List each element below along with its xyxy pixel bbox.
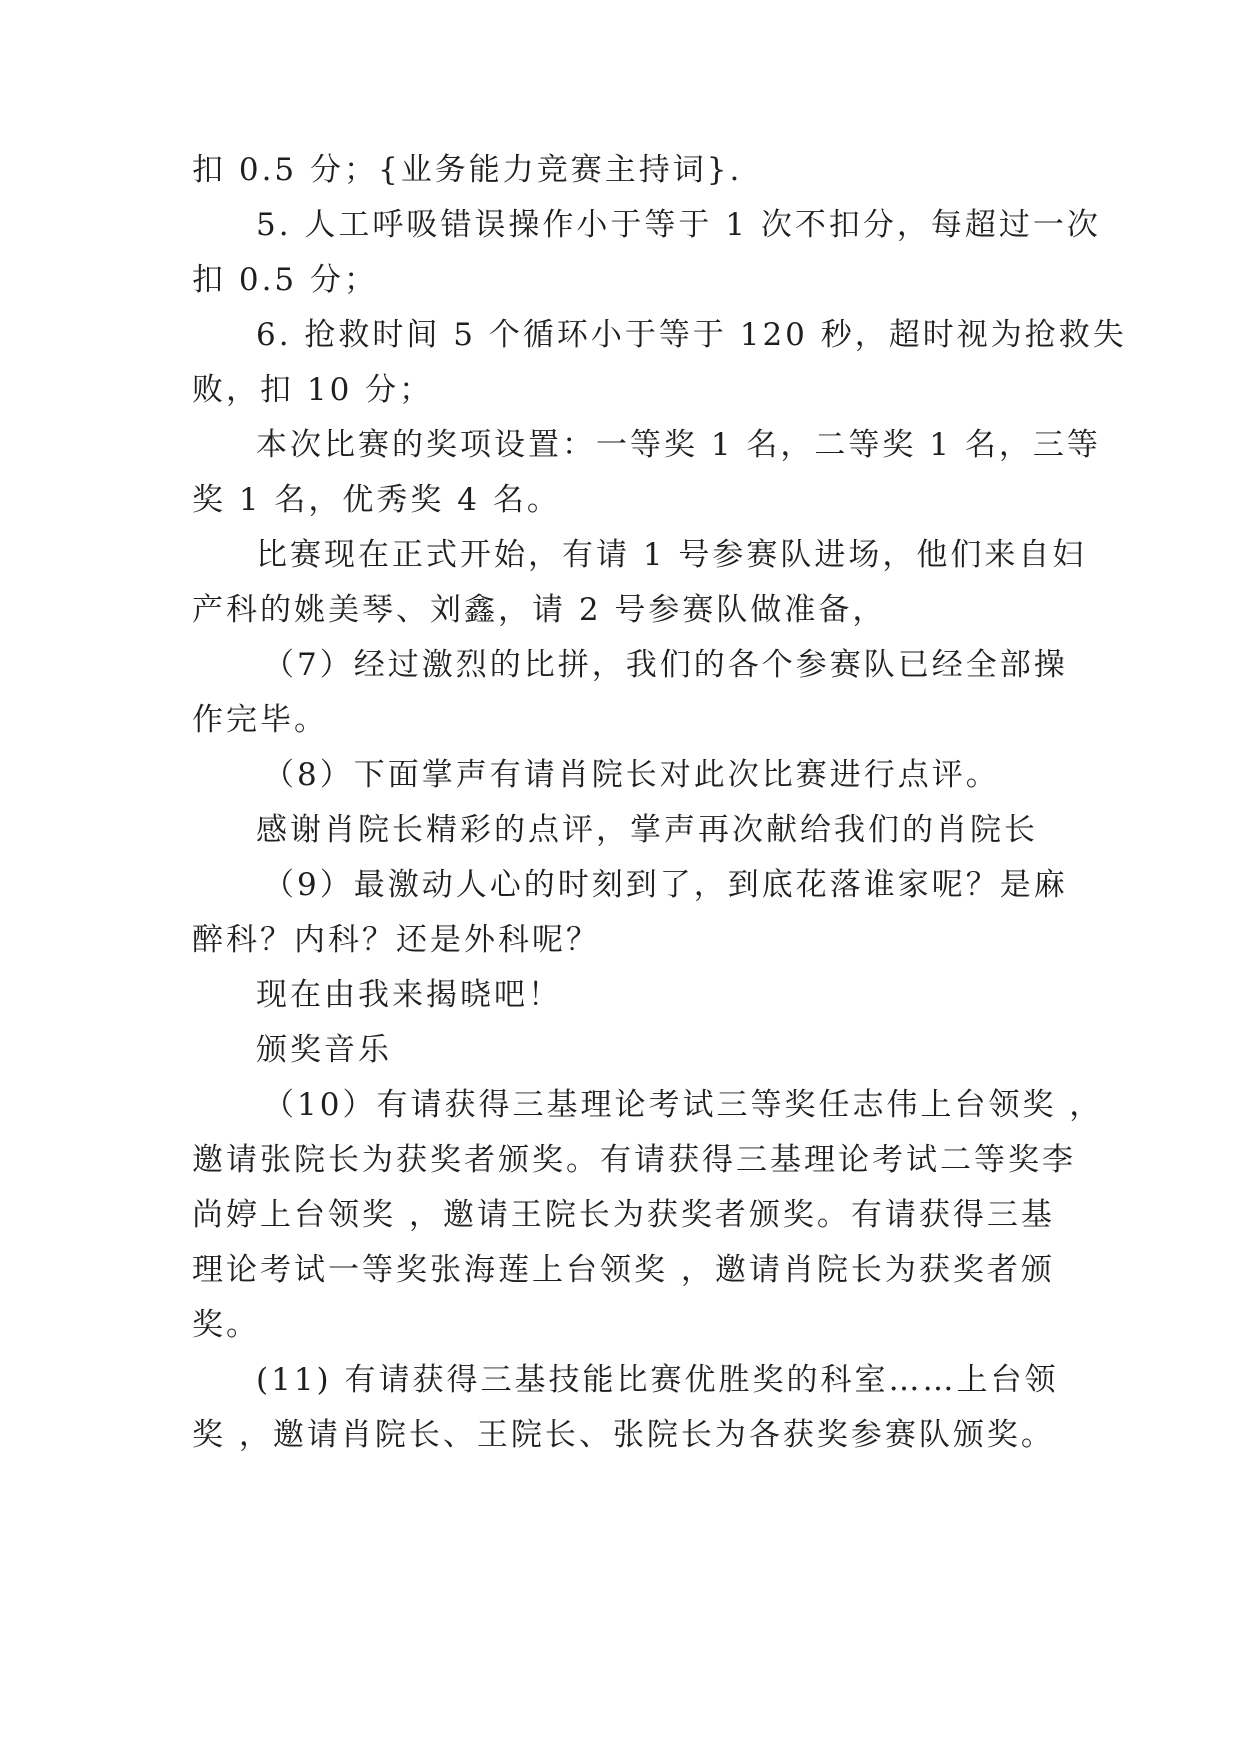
text-line: 比赛现在正式开始，有请 1 号参赛队进场，他们来自妇 [256,537,1087,573]
text-line: 尚婷上台领奖 ，邀请王院长为获奖者颁奖。有请获得三基 [192,1197,1055,1233]
text-line: （8）下面掌声有请肖院长对此次比赛进行点评。 [263,757,1000,793]
text-line: 5. 人工呼吸错误操作小于等于 1 次不扣分，每超过一次 [256,207,1101,243]
text-line: 邀请张院长为获奖者颁奖。有请获得三基理论考试二等奖李 [192,1142,1076,1178]
text-line: 败，扣 10 分； [192,372,434,408]
text-line: （7）经过激烈的比拼，我们的各个参赛队已经全部操 [263,647,1068,683]
text-line: （9）最激动人心的时刻到了，到底花落谁家呢？是麻 [263,867,1068,903]
text-line: 本次比赛的奖项设置：一等奖 1 名，二等奖 1 名，三等 [256,427,1101,463]
text-line: 产科的姚美琴、刘鑫，请 2 号参赛队做准备， [192,592,887,628]
text-line: 作完毕。 [192,702,328,738]
text-line: （10）有请获得三基理论考试三等奖任志伟上台领奖 ， [263,1087,1104,1123]
text-line: 6. 抢救时间 5 个循环小于等于 120 秒，超时视为抢救失 [256,317,1127,353]
text-line: 现在由我来揭晓吧！ [256,977,562,1013]
text-line: 醉科？内科？还是外科呢？ [192,922,600,958]
text-line: 奖。 [192,1307,260,1343]
text-line: 感谢肖院长精彩的点评，掌声再次献给我们的肖院长 [256,812,1038,848]
text-line: 扣 0.5 分；{业务能力竞赛主持词}. [192,152,743,188]
text-line: 颁奖音乐 [256,1032,392,1068]
text-line: 奖 1 名，优秀奖 4 名。 [192,482,561,518]
text-line: 理论考试一等奖张海莲上台领奖 ，邀请肖院长为获奖者颁 [192,1252,1055,1288]
text-line: 奖 ，邀请肖院长、王院长、张院长为各获奖参赛队颁奖。 [192,1417,1055,1453]
text-line: 扣 0.5 分； [192,262,379,298]
text-line: (11) 有请获得三基技能比赛优胜奖的科室……上台领 [256,1362,1059,1398]
